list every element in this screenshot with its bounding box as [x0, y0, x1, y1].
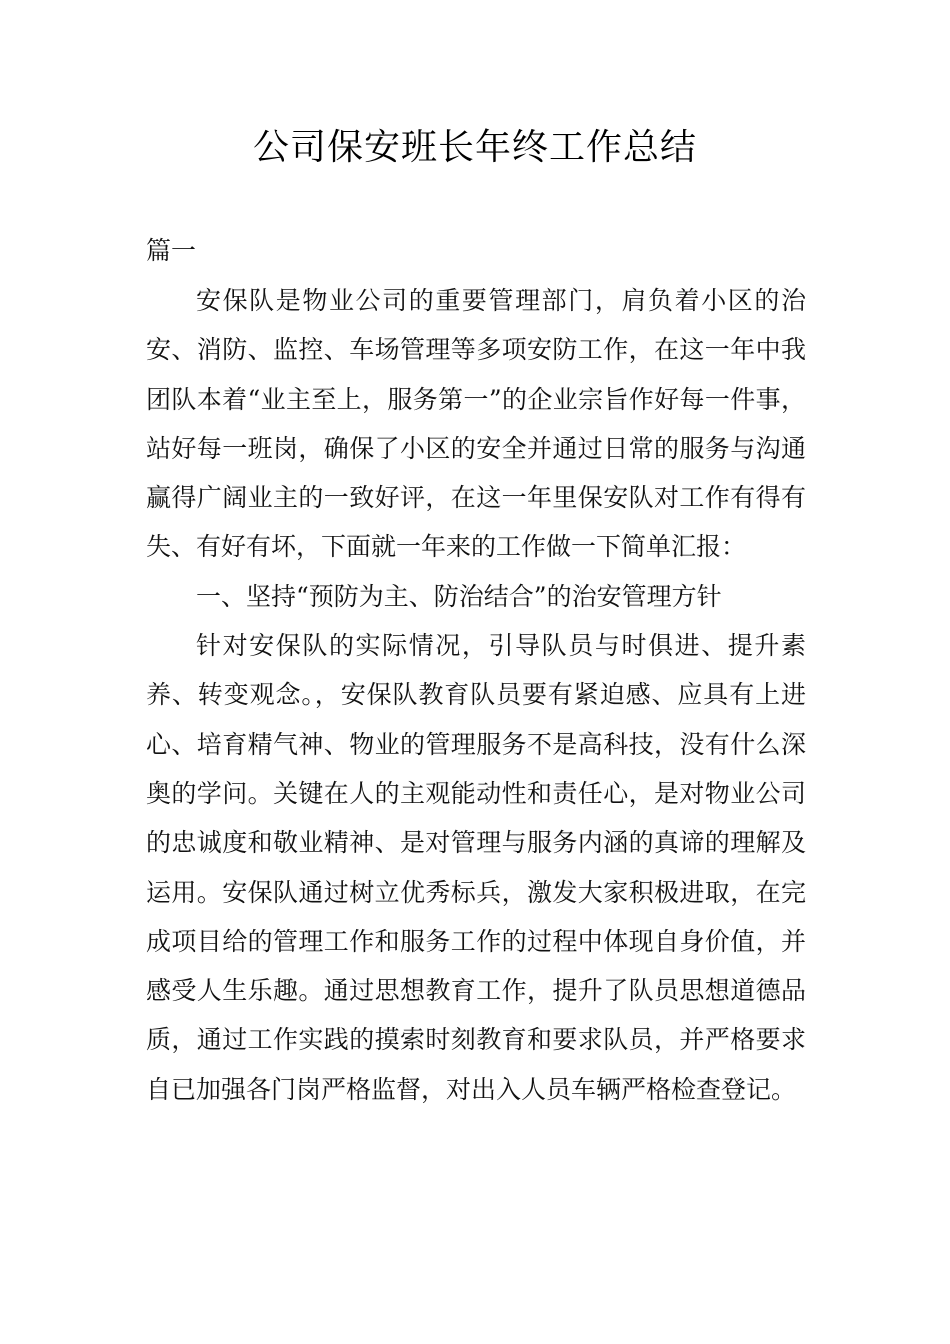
document-title: 公司保安班长年终工作总结 — [252, 127, 697, 168]
section-heading: 一、坚持“预防为主、防治结合”的治安管理方针 — [196, 581, 722, 611]
section-label: 篇一 — [146, 236, 197, 265]
document-body — [146, 276, 806, 1114]
paragraph-body: 针对安保队的实际情况，引导队员与时俱进、提升素养、转变观念。，安保队教育队员要有紧迫感、应具有上进心、培育精气神、物业的管理服务不是高科技，没有什么深奥的学问。关键在人的主观能动性和责任心，是对物业公司的忠诚度和敬业精神、是对管理与服务内涵的真谛的理解及运用。安保队通过树立优秀标兵，激发大家积极进取，在完成项目给的管理工作和服务工作的过程中体现自身价值，并感受人生乐趣。通过思想教育工作，提升了队员思想道德品质，通过工作实践的摸索时刻教育和要求队员，并严格要求自已加强各门岗严格监督，对出入人员车辆严格检查登记。 — [146, 631, 806, 1104]
paragraph-intro: 安保队是物业公司的重要管理部门，肩负着小区的治安、消防、监控、车场管理等多项安防工作，在这一年中我团队本着“业主至上，服务第一”的企业宗旨作好每一件事，站好每一班岗，确保了小区的安全并通过日常的服务与沟通赢得广阔业主的一致好评，在这一年里保安队对工作有得有失、有好有坏，下面就一年来的工作做一下简单汇报： — [146, 286, 806, 562]
